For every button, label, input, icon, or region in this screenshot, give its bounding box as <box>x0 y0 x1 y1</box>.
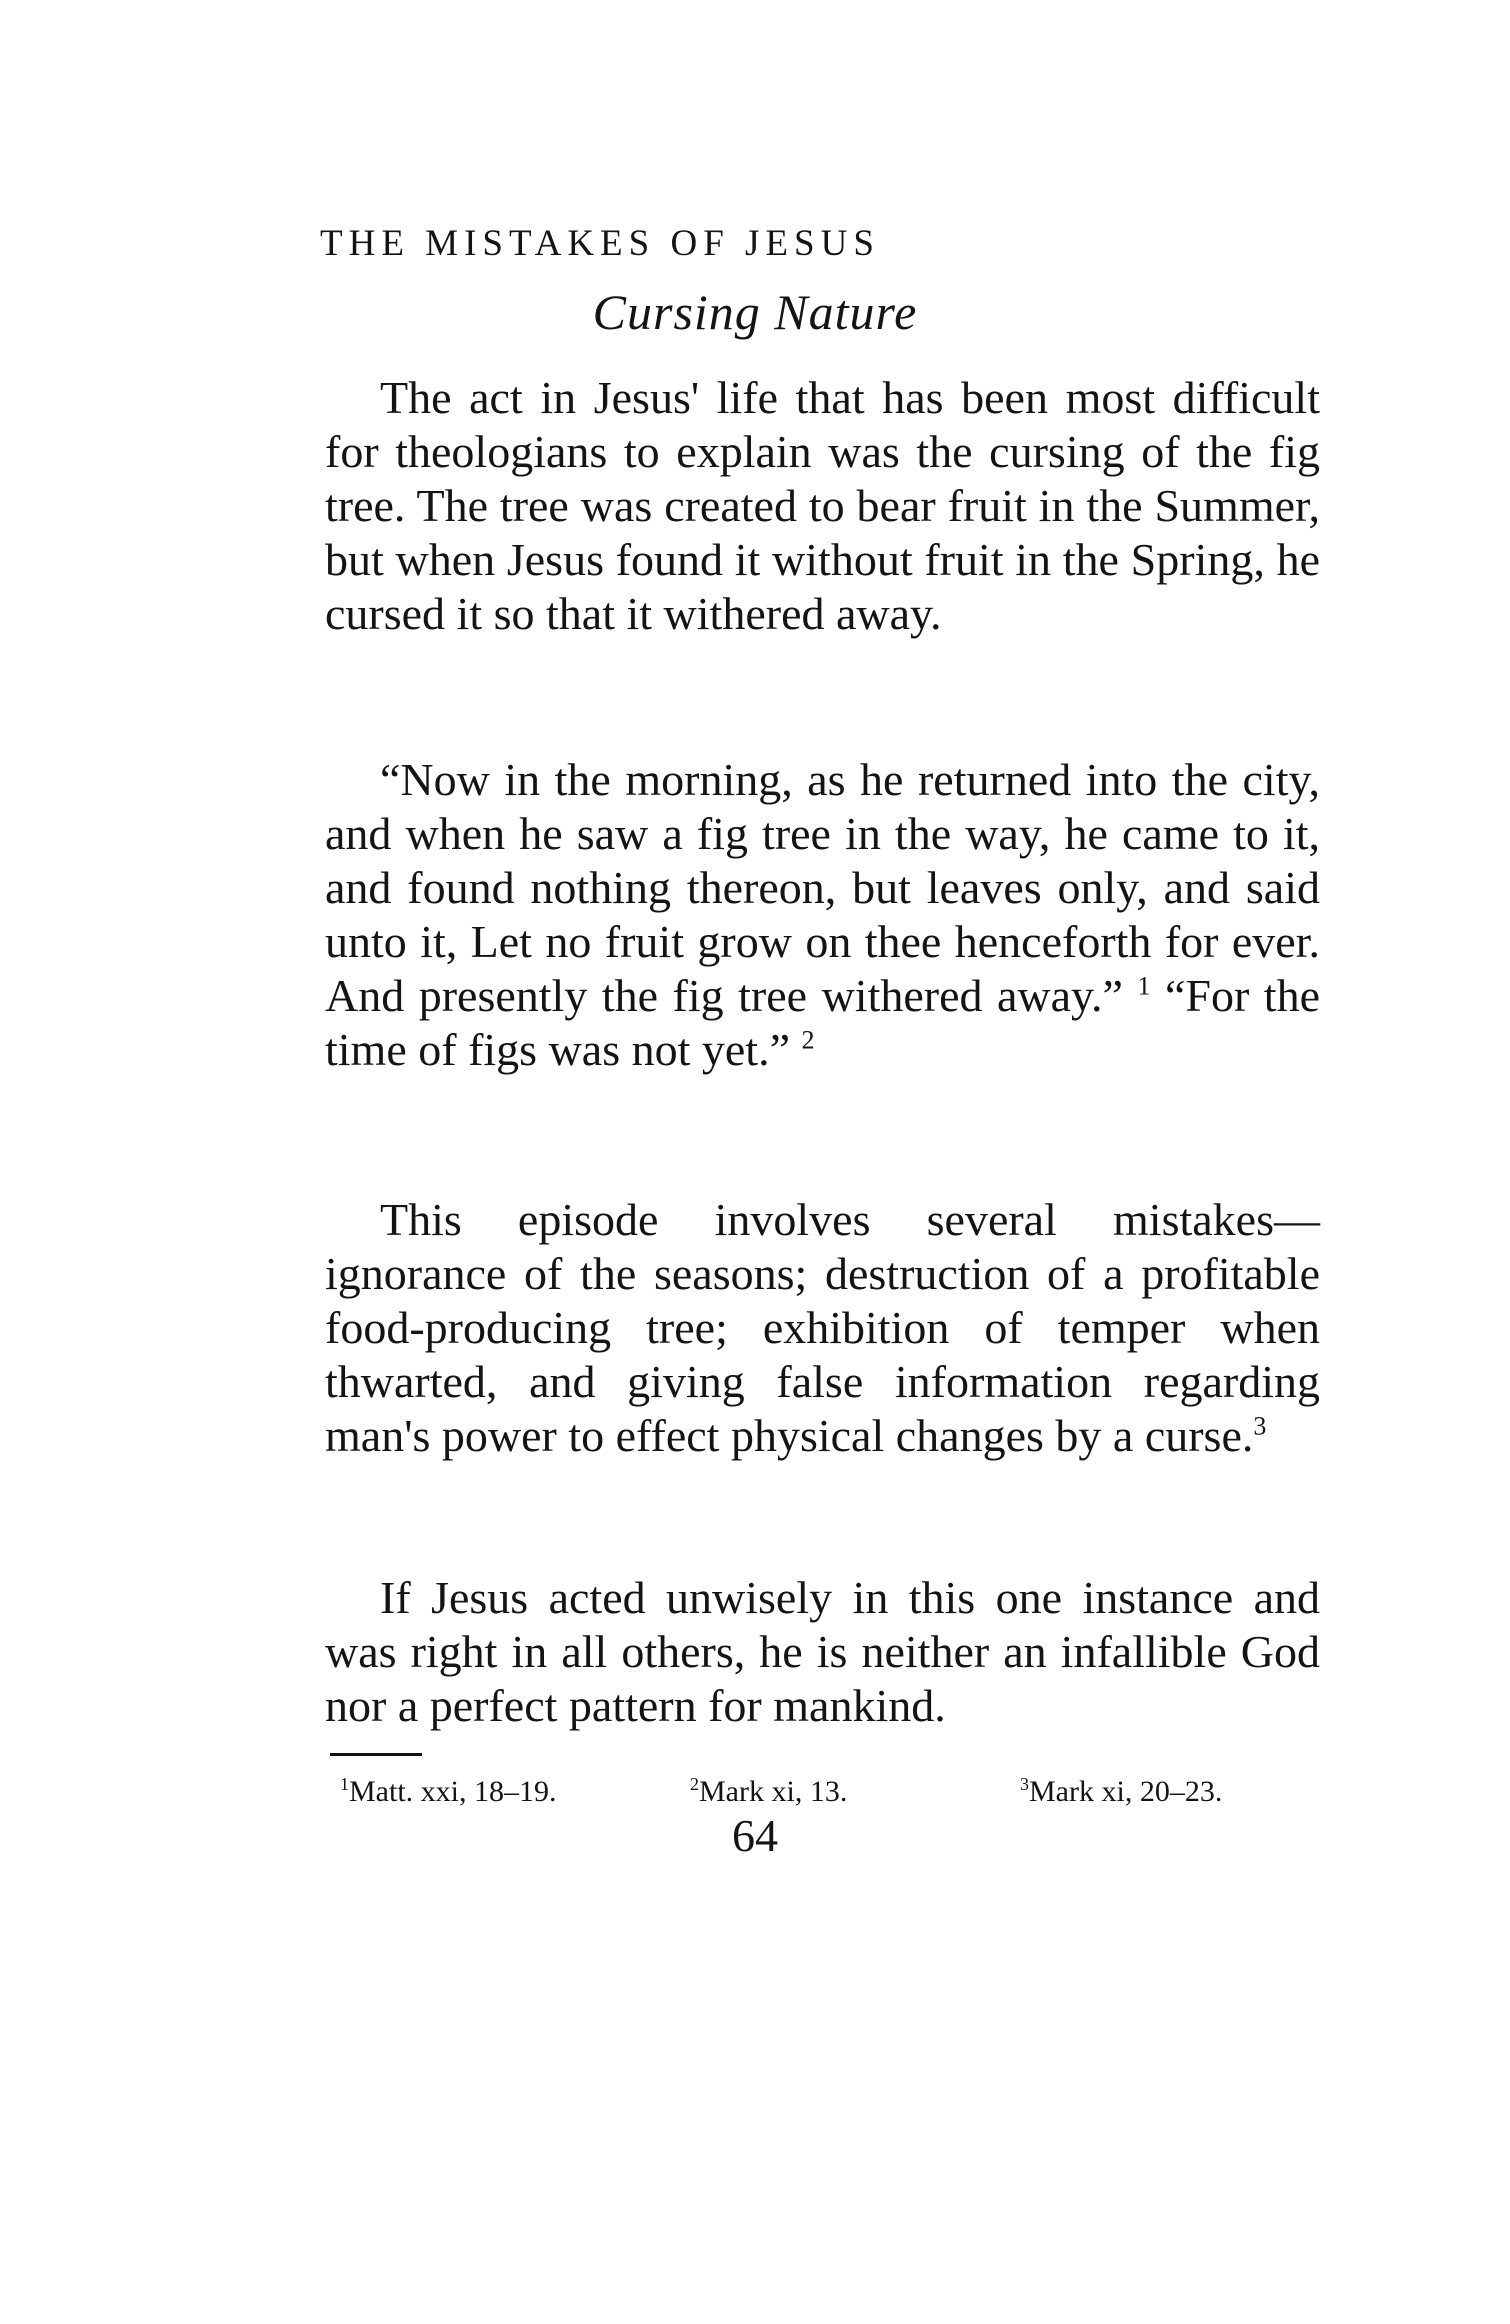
footnote-marker: 3 <box>1020 1774 1029 1794</box>
paragraph-episode-text: This episode involves several mistakes—ignorance of the seasons; destruction of a profitable food-producing tree; exhibition of temper when thwarted, and giving false information regarding man's power to effect physical changes by a curse. <box>325 1194 1320 1461</box>
paragraph-intro-text: The act in Jesus' life that has been most difficult for theologians to explain was the cursing of the fig tree. The tree was created to bear fruit in the Summer, but when Jesus found it without fruit in the Spring, he cursed it so that it withered away. <box>325 372 1320 639</box>
footnote-marker: 2 <box>690 1774 699 1794</box>
section-title: Cursing Nature <box>592 284 918 340</box>
paragraph-intro <box>325 371 1320 641</box>
running-head: THE MISTAKES OF JESUS <box>320 223 880 264</box>
scripture-quote-text: “Now in the morning, as he returned into the city, and when he saw a fig tree in the way, he came to it, and found nothing thereon, but leaves only, and said unto it, Let no fruit grow on thee henceforth for ever. And presently the fig tree withered away.” <box>325 754 1320 1021</box>
footnote-ref-1[interactable]: 1 <box>1137 971 1151 1001</box>
footnote-ref-2[interactable]: 2 <box>801 1025 815 1055</box>
footnote-text: Mark xi, 20–23. <box>1029 1775 1223 1808</box>
footnote-marker: 1 <box>340 1774 349 1794</box>
footnote-ref-3[interactable]: 3 <box>1253 1411 1267 1441</box>
scripture-quote-second-text: “For the time of figs was not yet.” <box>325 970 1320 1075</box>
footnote-text: Matt. xxi, 18–19. <box>349 1775 557 1808</box>
page-number: 64 <box>732 1810 778 1861</box>
footnote-divider <box>330 1753 422 1756</box>
footnote-text: Mark xi, 13. <box>699 1775 848 1808</box>
paragraph-scripture-quote <box>325 753 1320 1077</box>
paragraph-conclusion <box>325 1571 1320 1733</box>
paragraph-episode-mistakes <box>325 1193 1320 1463</box>
paragraph-conclusion-text: If Jesus acted unwisely in this one instance and was right in all others, he is neither an infallible God nor a perfect pattern for mankind. <box>325 1572 1320 1731</box>
